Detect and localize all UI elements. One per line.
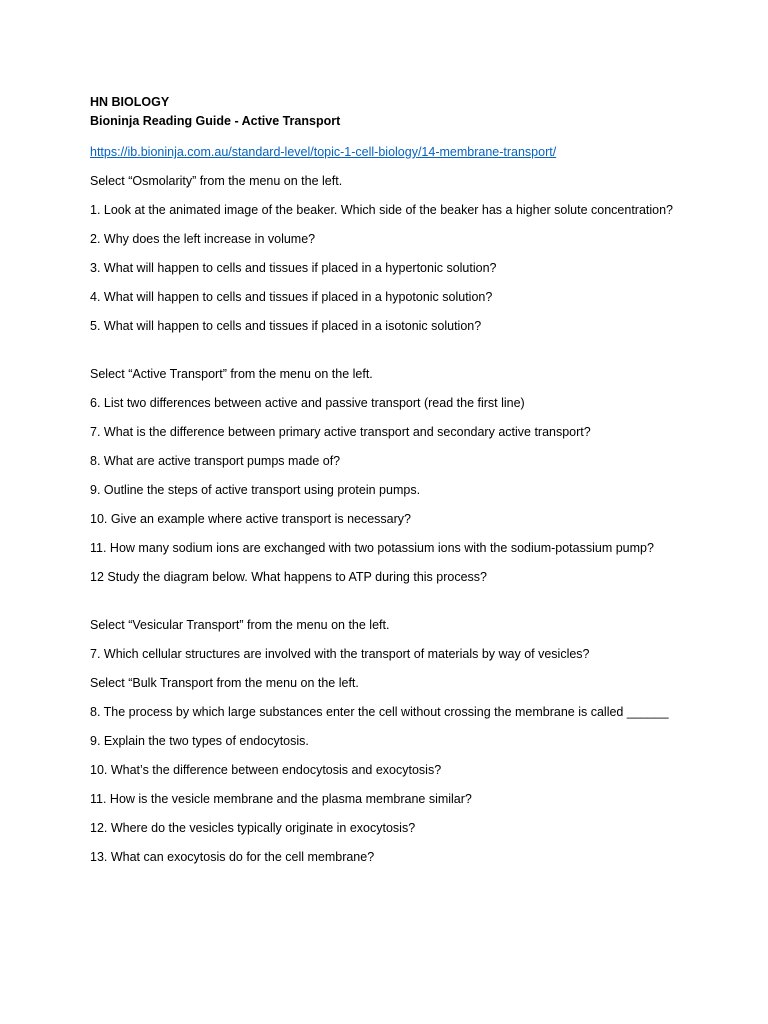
section-gap xyxy=(90,587,690,606)
bulk-question-10: 10. What’s the difference between endocytosis and exocytosis? xyxy=(90,763,442,777)
vesicular-transport-instruction: Select “Vesicular Transport” from the menu on the left. xyxy=(90,618,390,632)
question-8: 8. What are active transport pumps made of? xyxy=(90,454,341,468)
bulk-question-11: 11. How is the vesicle membrane and the plasma membrane similar? xyxy=(90,792,472,806)
bulk-question-13: 13. What can exocytosis do for the cell membrane? xyxy=(90,850,375,864)
bulk-question-8: 8. The process by which large substances enter the cell without crossing the membrane is called ______ xyxy=(90,705,669,719)
osmolarity-instruction: Select “Osmolarity” from the menu on the left. xyxy=(90,174,343,188)
question-3: 3. What will happen to cells and tissues if placed in a hypertonic solution? xyxy=(90,261,497,275)
bulk-question-12: 12. Where do the vesicles typically originate in exocytosis? xyxy=(90,821,416,835)
question-10: 10. Give an example where active transport is necessary? xyxy=(90,512,411,526)
question-11: 11. How many sodium ions are exchanged with two potassium ions with the sodium-potassium pump? xyxy=(90,541,654,555)
question-12: 12 Study the diagram below. What happens to ATP during this process? xyxy=(90,570,487,584)
course-title: HN BIOLOGY xyxy=(90,95,170,109)
guide-title: Bioninja Reading Guide - Active Transport xyxy=(90,114,341,128)
bioninja-link[interactable]: https://ib.bioninja.com.au/standard-level/topic-1-cell-biology/14-membrane-transport/ xyxy=(90,145,557,159)
question-9: 9. Outline the steps of active transport using protein pumps. xyxy=(90,483,421,497)
document-page xyxy=(90,93,690,867)
active-transport-instruction: Select “Active Transport” from the menu on the left. xyxy=(90,367,373,381)
vesicular-question-7: 7. Which cellular structures are involved with the transport of materials by way of vesicles? xyxy=(90,647,590,661)
bulk-transport-instruction: Select “Bulk Transport from the menu on the left. xyxy=(90,676,359,690)
question-2: 2. Why does the left increase in volume? xyxy=(90,232,316,246)
question-1: 1. Look at the animated image of the beaker. Which side of the beaker has a higher solute concentration? xyxy=(90,203,674,217)
bulk-question-9: 9. Explain the two types of endocytosis. xyxy=(90,734,309,748)
question-7: 7. What is the difference between primary active transport and secondary active transport? xyxy=(90,425,591,439)
question-4: 4. What will happen to cells and tissues if placed in a hypotonic solution? xyxy=(90,290,493,304)
section-gap xyxy=(90,336,690,355)
question-5: 5. What will happen to cells and tissues if placed in a isotonic solution? xyxy=(90,319,482,333)
question-6: 6. List two differences between active and passive transport (read the first line) xyxy=(90,396,525,410)
